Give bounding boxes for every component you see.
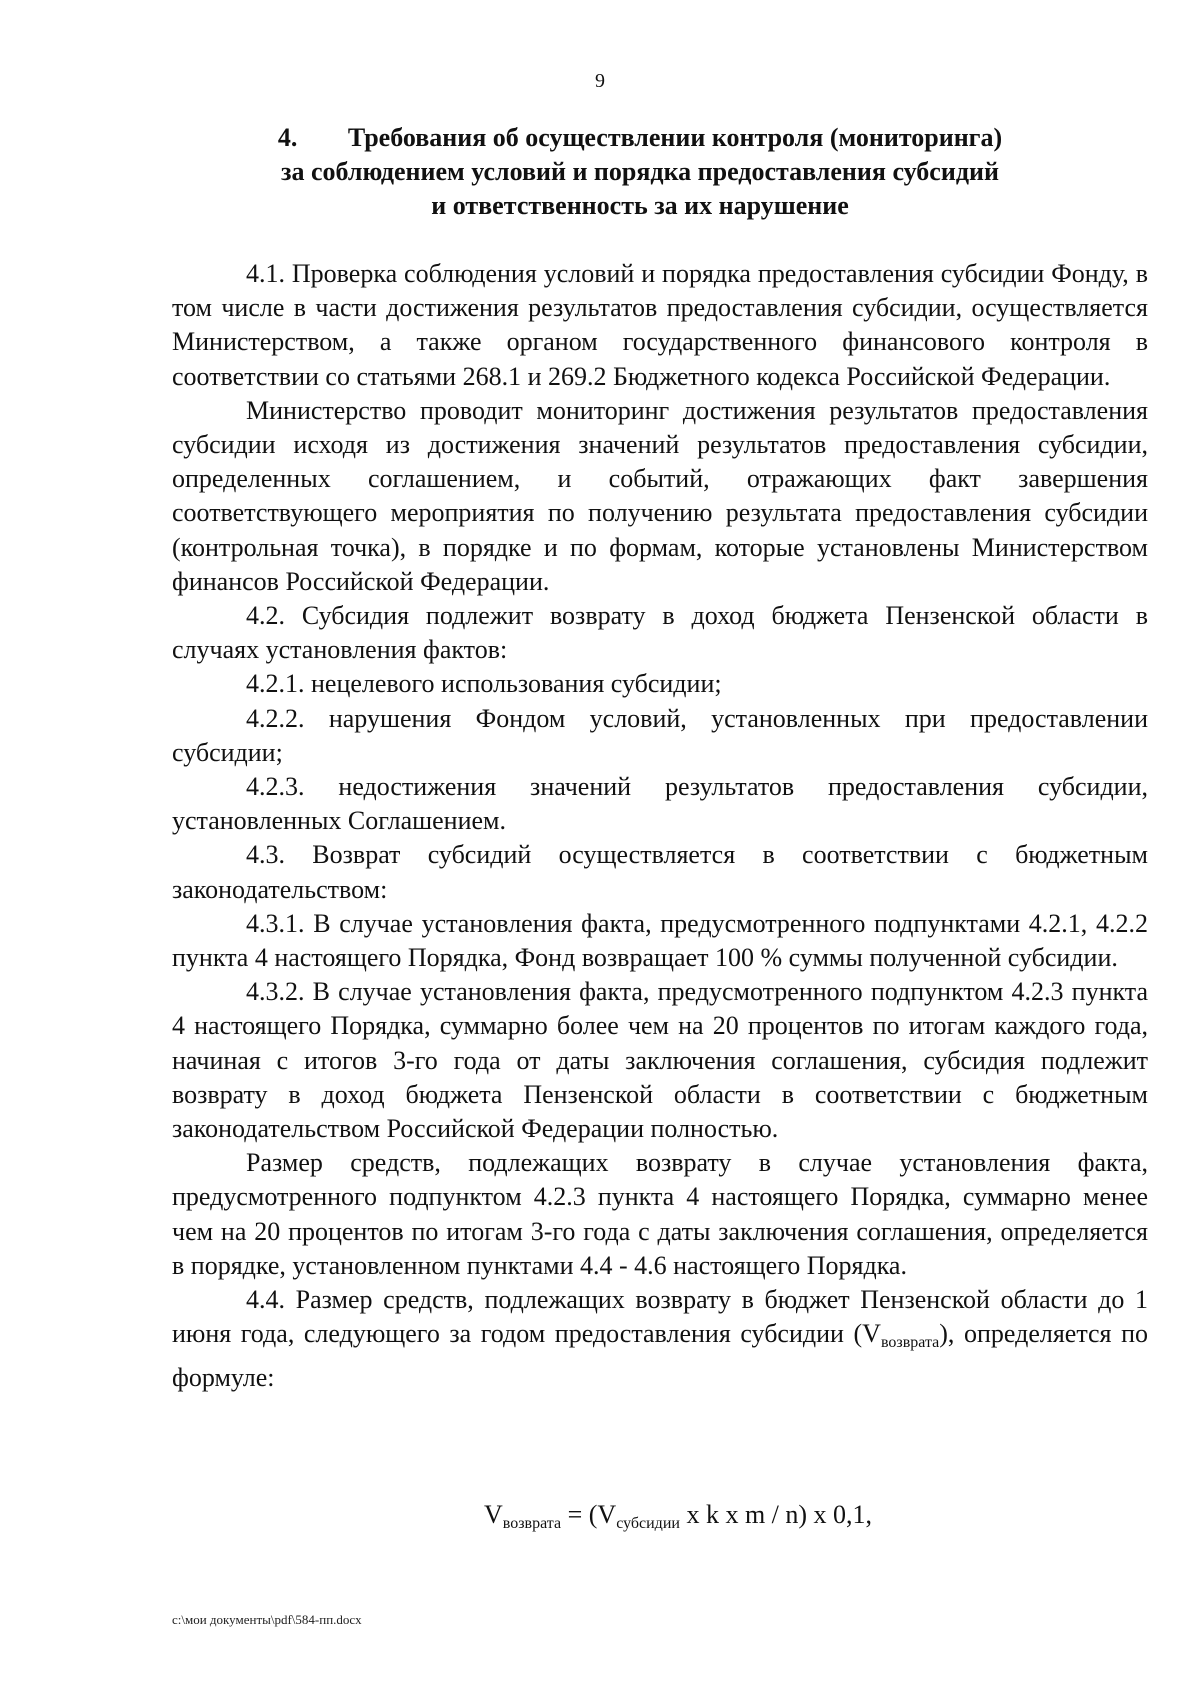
page-number: 9 <box>595 70 605 92</box>
heading-line-2: за соблюдением условий и порядка предоставления субсидий <box>281 157 999 186</box>
paragraph-4-3: 4.3. Возврат субсидий осуществляется в соответствии с бюджетным законодательством: <box>172 840 1148 904</box>
formula-rest: x k x m / n) x 0,1, <box>679 1500 873 1529</box>
paragraph-4-2-3: 4.2.3. недостижения значений результатов предоставления субсидии, установленных Соглашением. <box>172 772 1148 836</box>
heading-line-1 <box>240 121 1040 155</box>
paragraph-4-2-2: 4.2.2. нарушения Фондом условий, установленных при предоставлении субсидии; <box>172 703 1148 767</box>
paragraph-4-3-1: 4.3.1. В случае установления факта, предусмотренного подпунктами 4.2.1, 4.2.2 пункта 4 настоящего Порядка, Фонд возвращает 100 % суммы полученной субсидии. <box>172 908 1148 973</box>
paragraph-4-4 <box>172 1283 1148 1395</box>
section-heading <box>240 121 1040 223</box>
heading-number: 4. <box>277 123 298 152</box>
formula-sub-refund: возврата <box>502 1515 562 1532</box>
paragraph-4-1: 4.1. Проверка соблюдения условий и порядка предоставления субсидии Фонду, в том числе в части достижения результатов предоставления субсидии, осуществляется Министерством, а также органом государственного финансового контроля в соответствии со статьями 268.1 и 269.2 Бюджетного кодекса Российской Федерации. <box>172 259 1148 391</box>
paragraph-4-4-text: 4.4. Размер средств, подлежащих возврату в бюджет Пензенской области до 1 июня года, следующего за годом предоставления субсидии (V <box>172 1285 1148 1349</box>
paragraph-4-4-subscript: возврата <box>880 1334 940 1352</box>
heading-line-1-text: Требования об осуществлении контроля (мониторинга) <box>347 123 1003 152</box>
paragraph-monitoring: Министерство проводит мониторинг достижения результатов предоставления субсидии исходя из достижения значений результатов предоставления субсидии, определенных соглашением, и событий, отражающих факт завершения соответствующего мероприятия по получению результата предоставления субсидии (контрольная точка), в порядке и по формам, которые установлены Министерством финансов Российской Федерации. <box>172 395 1148 596</box>
paragraph-4-3-2: 4.3.2. В случае установления факта, предусмотренного подпунктом 4.2.3 пункта 4 настоящего Порядка, суммарно более чем на 20 процентов по итогам каждого года, начиная с итогов 3-го года от даты заключения соглашения, субсидия подлежит возврату в доход бюджета Пензенской области в соответствии с бюджетным законодательством Российской Федерации полностью. <box>172 977 1148 1144</box>
paragraph-4-2: 4.2. Субсидия подлежит возврату в доход бюджета Пензенской области в случаях установления фактов: <box>172 601 1148 665</box>
heading-line-3: и ответственность за их нарушение <box>431 191 849 220</box>
paragraph-refund-size: Размер средств, подлежащих возврату в случае установления факта, предусмотренного подпунктом 4.2.3 пункта 4 настоящего Порядка, суммарно менее чем на 20 процентов по итогам 3-го года с даты заключения соглашения, определяется в порядке, установленном пунктами 4.4 - 4.6 настоящего Порядка. <box>172 1148 1148 1280</box>
paragraph-4-4-tail: ), определяется по формуле: <box>172 1319 1148 1392</box>
document-body <box>172 257 1148 1395</box>
formula-v1: V <box>484 1500 503 1529</box>
formula-mid: = (V <box>561 1500 617 1529</box>
refund-formula <box>484 1500 872 1533</box>
formula-sub-subsidy: субсидии <box>616 1515 680 1532</box>
paragraph-4-2-1: 4.2.1. нецелевого использования субсидии; <box>246 669 722 699</box>
footer-file-path: c:\мои документы\pdf\584-пп.docx <box>172 1612 362 1627</box>
